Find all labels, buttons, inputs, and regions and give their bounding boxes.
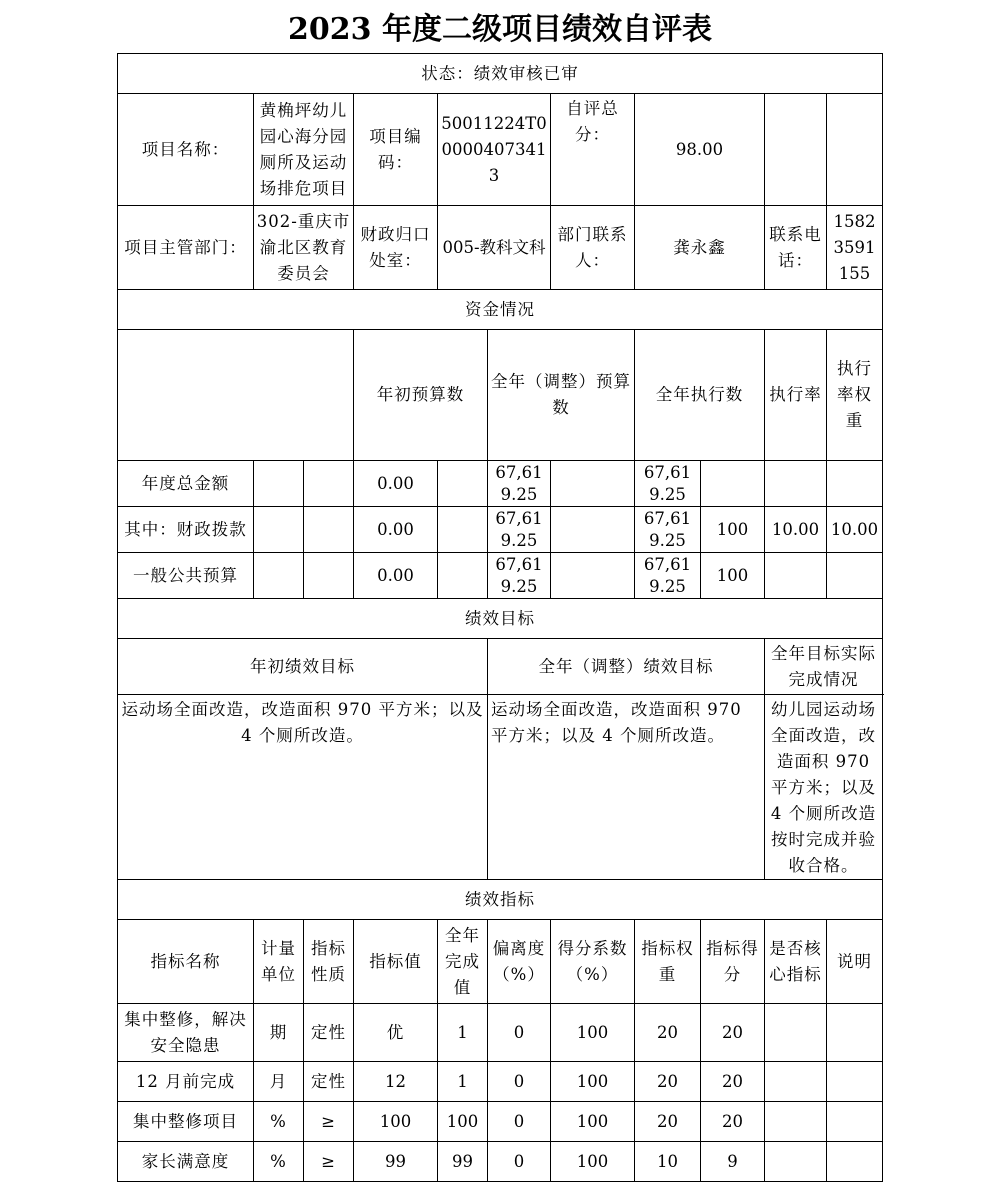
empty-cell — [827, 94, 883, 206]
ind-core — [765, 1102, 827, 1142]
funds-rate: 100 — [701, 553, 765, 599]
funds-weight — [765, 461, 827, 507]
ind-nature: ≥ — [304, 1142, 354, 1182]
funds-row — [118, 553, 883, 599]
dept-label: 项目主管部门： — [118, 206, 254, 290]
goals-adjusted: 运动场全面改造，改造面积 970 平方米；以及 4 个厕所改造。 — [488, 695, 765, 880]
ind-nature: ≥ — [304, 1102, 354, 1142]
ind-header-coef: 得分系数（%） — [551, 920, 635, 1004]
goals-actual: 幼儿园运动场全面改造，改造面积 970 平方米；以及 4 个厕所改造按时完成并验收合格。 — [765, 695, 883, 880]
ind-name: 家长满意度 — [118, 1142, 254, 1182]
ind-completed: 1 — [438, 1062, 488, 1102]
ind-value: 99 — [354, 1142, 438, 1182]
ind-deviation: 0 — [488, 1062, 551, 1102]
self-score-label: 自评总分： — [551, 94, 635, 206]
ind-deviation: 0 — [488, 1102, 551, 1142]
project-name-value: 黄桷坪幼儿园心海分园厕所及运动场排危项目 — [254, 94, 354, 206]
ind-note — [827, 1102, 883, 1142]
finance-label: 财政归口处室： — [354, 206, 438, 290]
dept-value: 302-重庆市渝北区教育委员会 — [254, 206, 354, 290]
ind-nature: 定性 — [304, 1062, 354, 1102]
ind-header-value: 指标值 — [354, 920, 438, 1004]
empty-cell — [304, 553, 354, 599]
funds-adjusted: 67,619.25 — [488, 507, 551, 553]
finance-value: 005-教科文科 — [438, 206, 551, 290]
funds-executed: 67,619.25 — [635, 461, 701, 507]
page-title: 2023 年度二级项目绩效自评表 — [288, 12, 712, 47]
ind-header-score: 指标得分 — [701, 920, 765, 1004]
funds-score: 10.00 — [827, 507, 883, 553]
funds-initial: 0.00 — [354, 507, 438, 553]
project-code-value: 50011224T000004073413 — [438, 94, 551, 206]
funds-row-label: 一般公共预算 — [118, 553, 254, 599]
funds-row-label: 其中：财政拨款 — [118, 507, 254, 553]
goals-header-actual: 全年目标实际完成情况 — [765, 639, 883, 695]
empty-cell — [254, 507, 304, 553]
empty-cell — [551, 461, 635, 507]
empty-cell — [551, 507, 635, 553]
ind-score: 20 — [701, 1102, 765, 1142]
ind-header-name: 指标名称 — [118, 920, 254, 1004]
ind-unit: % — [254, 1142, 304, 1182]
goals-initial: 运动场全面改造，改造面积 970 平方米；以及 4 个厕所改造。 — [118, 695, 488, 880]
ind-weight: 10 — [635, 1142, 701, 1182]
ind-score: 20 — [701, 1062, 765, 1102]
funds-row — [118, 507, 883, 553]
ind-value: 12 — [354, 1062, 438, 1102]
empty-cell — [551, 553, 635, 599]
indicator-row — [118, 1102, 883, 1142]
project-name-label: 项目名称： — [118, 94, 254, 206]
ind-completed: 100 — [438, 1102, 488, 1142]
funds-header-weight: 执行率权重 — [827, 330, 883, 461]
goals-header-adjusted: 全年（调整）绩效目标 — [488, 639, 765, 695]
funds-score — [827, 553, 883, 599]
funds-header-executed: 全年执行数 — [635, 330, 765, 461]
goals-header-initial: 年初绩效目标 — [118, 639, 488, 695]
goals-section-title: 绩效目标 — [118, 599, 883, 639]
ind-value: 100 — [354, 1102, 438, 1142]
ind-weight: 20 — [635, 1004, 701, 1062]
ind-unit: 月 — [254, 1062, 304, 1102]
ind-unit: 期 — [254, 1004, 304, 1062]
ind-completed: 99 — [438, 1142, 488, 1182]
ind-value: 优 — [354, 1004, 438, 1062]
ind-weight: 20 — [635, 1102, 701, 1142]
ind-nature: 定性 — [304, 1004, 354, 1062]
funds-header-initial: 年初预算数 — [354, 330, 488, 461]
empty-cell — [765, 94, 827, 206]
funds-initial: 0.00 — [354, 461, 438, 507]
funds-executed: 67,619.25 — [635, 553, 701, 599]
funds-adjusted: 67,619.25 — [488, 553, 551, 599]
ind-coef: 100 — [551, 1004, 635, 1062]
contact-label: 部门联系人： — [551, 206, 635, 290]
funds-row — [118, 461, 883, 507]
ind-name: 12 月前完成 — [118, 1062, 254, 1102]
funds-initial: 0.00 — [354, 553, 438, 599]
funds-rate — [701, 461, 765, 507]
ind-name: 集中整修项目 — [118, 1102, 254, 1142]
ind-deviation: 0 — [488, 1142, 551, 1182]
empty-cell — [438, 553, 488, 599]
funds-rate: 100 — [701, 507, 765, 553]
funds-adjusted: 67,619.25 — [488, 461, 551, 507]
funds-row-label: 年度总金额 — [118, 461, 254, 507]
ind-header-unit: 计量单位 — [254, 920, 304, 1004]
ind-coef: 100 — [551, 1062, 635, 1102]
ind-coef: 100 — [551, 1102, 635, 1142]
ind-name: 集中整修，解决安全隐患 — [118, 1004, 254, 1062]
self-score-value: 98.00 — [635, 94, 765, 206]
empty-cell — [438, 461, 488, 507]
empty-cell — [438, 507, 488, 553]
funds-executed: 67,619.25 — [635, 507, 701, 553]
ind-header-weight: 指标权重 — [635, 920, 701, 1004]
empty-cell — [118, 330, 354, 461]
ind-note — [827, 1142, 883, 1182]
ind-core — [765, 1062, 827, 1102]
status-row: 状态：绩效审核已审 — [118, 54, 883, 94]
ind-score: 9 — [701, 1142, 765, 1182]
empty-cell — [304, 507, 354, 553]
funds-header-rate: 执行率 — [765, 330, 827, 461]
ind-deviation: 0 — [488, 1004, 551, 1062]
funds-score — [827, 461, 883, 507]
ind-coef: 100 — [551, 1142, 635, 1182]
phone-value: 15823591155 — [827, 206, 883, 290]
ind-unit: % — [254, 1102, 304, 1142]
indicator-row — [118, 1062, 883, 1102]
funds-section-title: 资金情况 — [118, 290, 883, 330]
ind-header-deviation: 偏离度（%） — [488, 920, 551, 1004]
empty-cell — [254, 553, 304, 599]
funds-weight — [765, 553, 827, 599]
phone-label: 联系电话： — [765, 206, 827, 290]
contact-value: 龚永鑫 — [635, 206, 765, 290]
ind-score: 20 — [701, 1004, 765, 1062]
empty-cell — [304, 461, 354, 507]
evaluation-table — [117, 53, 883, 1182]
empty-cell — [254, 461, 304, 507]
ind-core — [765, 1142, 827, 1182]
ind-header-nature: 指标性质 — [304, 920, 354, 1004]
ind-header-core: 是否核心指标 — [765, 920, 827, 1004]
indicator-row — [118, 1142, 883, 1182]
ind-note — [827, 1062, 883, 1102]
project-code-label: 项目编码： — [354, 94, 438, 206]
ind-weight: 20 — [635, 1062, 701, 1102]
funds-weight: 10.00 — [765, 507, 827, 553]
ind-completed: 1 — [438, 1004, 488, 1062]
funds-header-adjusted: 全年（调整）预算数 — [488, 330, 635, 461]
indicators-section-title: 绩效指标 — [118, 880, 883, 920]
ind-header-note: 说明 — [827, 920, 883, 1004]
ind-header-completed: 全年完成值 — [438, 920, 488, 1004]
